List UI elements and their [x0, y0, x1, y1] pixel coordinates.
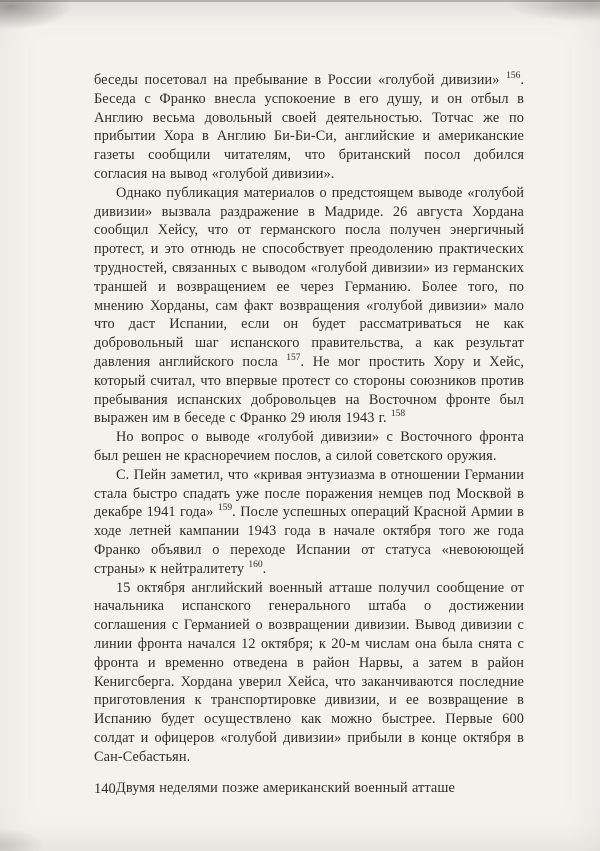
paragraph: беседы посетовал на пребывание в России «голубой дивизии» $^{156}$. Беседа с Франко внесла успокоение в его душу, и он отбыл в Англию весьма довольный своей деятельностью. Тотчас же по прибытии Хора в Англию Би-Би-Си, английские и американские газеты сообщили читателям, что британский посол добился согласия на вывод «голубой дивизии». — [94, 71, 524, 182]
paragraph: Однако публикация материалов о предстоящем выводе «голубой дивизии» вызвала раздражение в Мадриде. 26 августа Хордана сообщил Хейсу, что от германского посла получен энергичный протест, и это отнюдь не способствует преодолению практических трудностей, связанных с выводом «голубой дивизии» из германских траншей и возвращением ее через Германию. Более того, по мнению Хорданы, сам факт возвращения «голубой дивизии» мало что даст Испании, если он будет рассматриваться не как добровольный шаг испанского правительства, а как результат давления английского посла $^{157}$. Не мог простить Хору и Хейс, который считал, что впервые протест со стороны союзников против пребывания испанских добровольцев на Восточном фронте был выражен им в беседе с Франко 29 июля 1943 г. $^{158}$ — [94, 184, 524, 427]
footnote-ref: 160 — [248, 559, 263, 570]
footnote-ref: 157 — [286, 353, 301, 364]
footnote-ref: 156 — [506, 71, 521, 82]
paragraph: С. Пейн заметил, что «кривая энтузиазма в отношении Германии стала быстро спадать уже после поражения немцев под Москвой в декабре 1941 года» $^{159}$. После успешных операций Красной Армии в ходе летней кампании 1943 года в начале октября того же года Франко объявил о переходе Испании от статуса «невоюющей страны» к нейтралитету $^{160}$. — [94, 466, 524, 577]
text-block — [94, 71, 524, 798]
footnote-ref: 159 — [217, 503, 233, 514]
paragraph: Но вопрос о выводе «голубой дивизии» с Восточного фронта был решен не красноречием послов, а силой советского оружия. — [94, 429, 524, 464]
paragraph: 15 октября английский военный атташе получил сообщение от начальника испанского генерального штаба о достижении соглашения с Германией о возвращении дивизии. Вывод дивизии с линии фронта начался 12 октября; к 20-м числам она была снята с фронта и временно отведена в район Нарвы, а затем в район Кенигсберга. Хордана уверил Хейса, что заканчиваются последние приготовления к транспортировке дивизии, и ее возвращение в Испанию будет осуществлено как можно быстрее. Первые 600 солдат и офицеров «голубой дивизии» прибыли в конце октября в Сан-Себастьян. — [94, 579, 524, 765]
footnote-ref: 158 — [390, 409, 406, 420]
page-number: 140 — [94, 781, 116, 797]
paragraph: Двумя неделями позже американский военный атташе — [116, 780, 455, 797]
